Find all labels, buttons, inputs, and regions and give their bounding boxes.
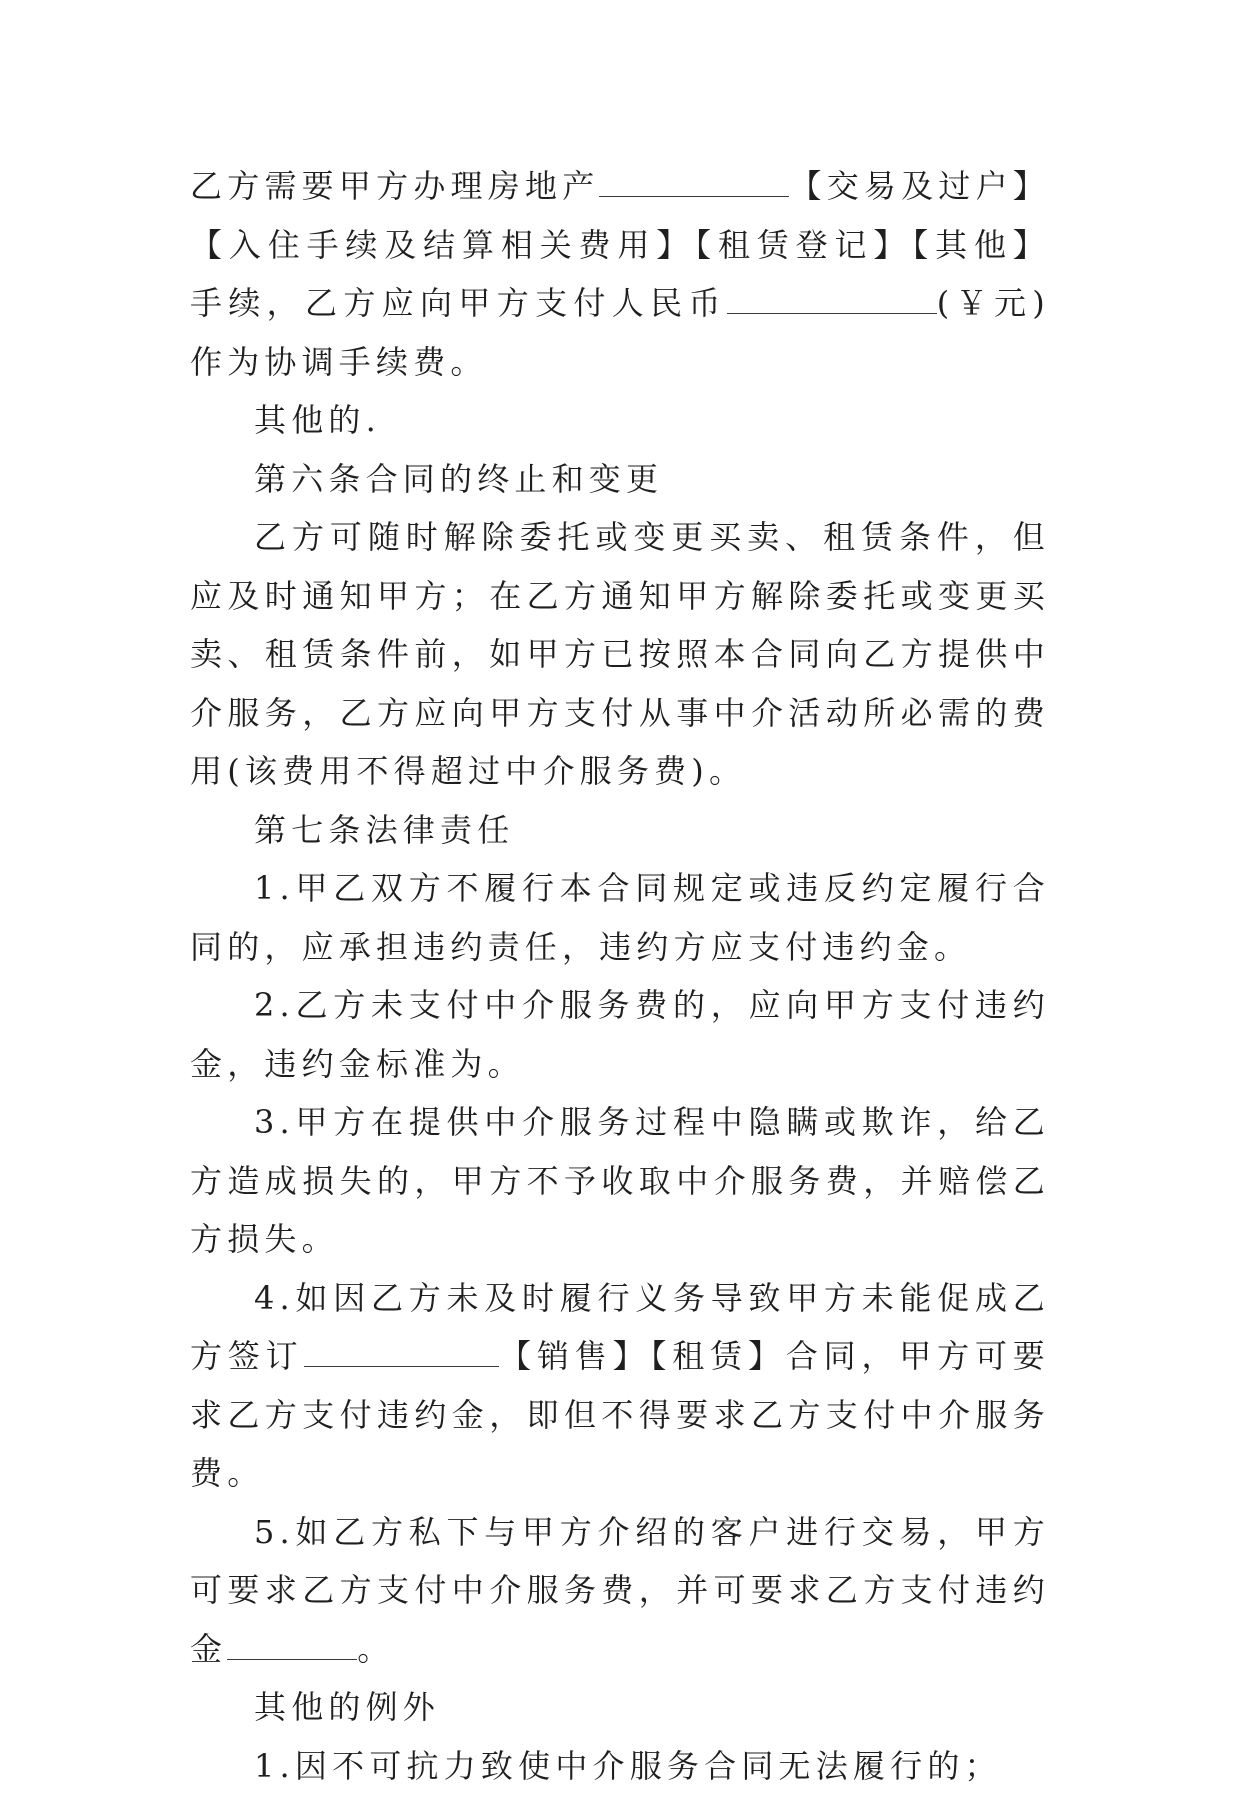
list-item-exception-1: 1.因不可抗力致使中介服务合同无法履行的； bbox=[190, 1737, 1050, 1795]
list-item-liability-4 bbox=[190, 1269, 1050, 1503]
text-segment: 4.如因乙方未及时履行义务导致甲方未能促成乙方签订 bbox=[190, 1279, 1050, 1376]
list-item-liability-3: 3.甲方在提供中介服务过程中隐瞒或欺诈，给乙方造成损失的，甲方不予收取中介服务费，并赔偿乙方损失。 bbox=[190, 1093, 1050, 1269]
list-item-liability-2: 2.乙方未支付中介服务费的，应向甲方支付违约金，违约金标准为。 bbox=[190, 976, 1050, 1093]
text-segment: (￥元)作为协调手续费。 bbox=[190, 284, 1050, 381]
text-segment: 5.如乙方私下与甲方介绍的客户进行交易，甲方可要求乙方支付中介服务费，并可要求乙方支付违约金 bbox=[190, 1513, 1050, 1668]
document-body bbox=[190, 157, 1050, 1795]
text-segment: 乙方需要甲方办理房地产 bbox=[190, 167, 599, 205]
blank-line bbox=[304, 1336, 499, 1367]
text-segment: 【销售】【租赁】合同，甲方可要求乙方支付违约金，即但不得要求乙方支付中介服务费。 bbox=[190, 1337, 1050, 1492]
section-heading-article-6: 第六条合同的终止和变更 bbox=[190, 450, 1050, 509]
section-heading-article-7: 第七条法律责任 bbox=[190, 801, 1050, 860]
paragraph-termination: 乙方可随时解除委托或变更买卖、租赁条件，但应及时通知甲方；在乙方通知甲方解除委托或变更买卖、租赁条件前，如甲方已按照本合同向乙方提供中介服务，乙方应向甲方支付从事中介活动所必需的费用(该费用不得超过中介服务费)。 bbox=[190, 508, 1050, 801]
text-segment: 。 bbox=[357, 1630, 394, 1668]
section-heading-exceptions: 其他的例外 bbox=[190, 1678, 1050, 1737]
list-item-liability-1: 1.甲乙双方不履行本合同规定或违反约定履行合同的，应承担违约责任，违约方应支付违约金。 bbox=[190, 859, 1050, 976]
list-item-liability-5 bbox=[190, 1503, 1050, 1679]
text-segment: 【交易及过户】【入住手续及结算相关费用】【租赁登记】【其他】手续，乙方应向甲方支付人民币 bbox=[190, 167, 1050, 322]
blank-line bbox=[227, 1629, 357, 1660]
paragraph-procedure-fee bbox=[190, 157, 1050, 391]
blank-line bbox=[599, 166, 789, 197]
blank-line bbox=[727, 283, 937, 314]
paragraph-other: 其他的. bbox=[190, 391, 1050, 450]
